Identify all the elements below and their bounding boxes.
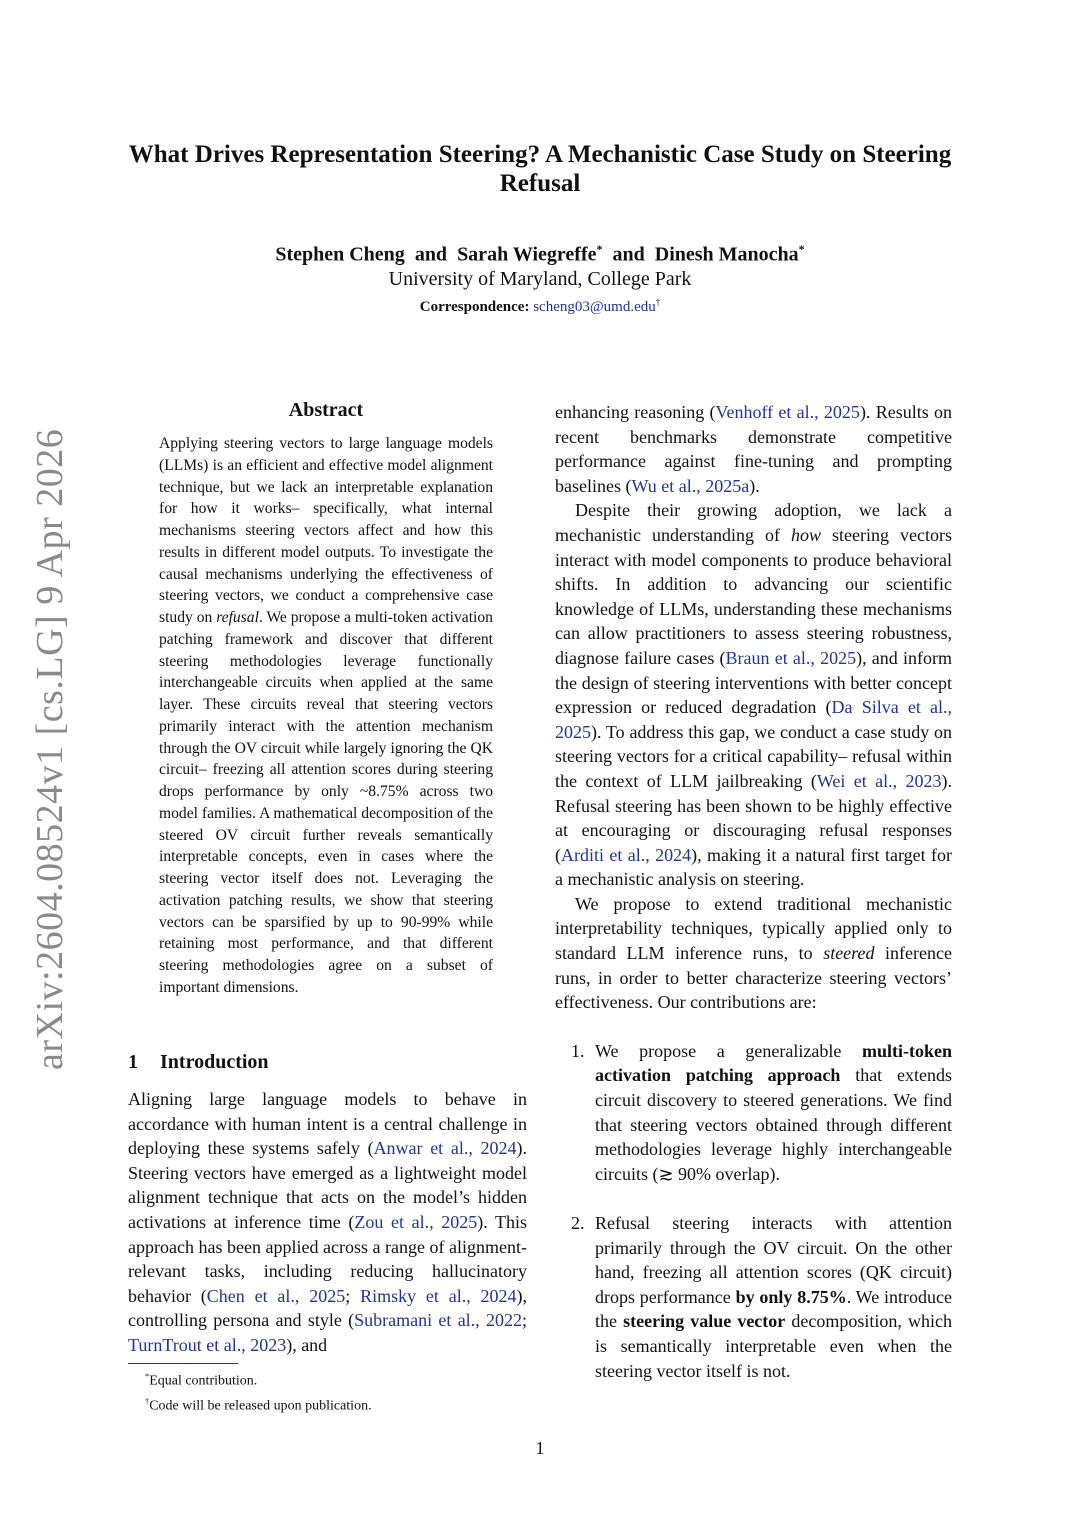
body-text: ). Refusal steering has been shown to be highly effective at encouraging or discouraging refusal responses ( <box>555 770 952 865</box>
right-column <box>555 400 952 1408</box>
citation-link[interactable]: Rimsky et al., 2024 <box>360 1285 517 1306</box>
body-text: ; <box>345 1285 361 1306</box>
body-text: enhancing reasoning ( <box>555 402 716 422</box>
body-text: . We propose a multi-token activation patching framework and discover that different steering methodologies leverage functionally interchangeable circuits when applied at the same layer. These circuits reveal that steering vectors primarily interact with the attention mechanism through the OV circuit while largely ignoring the QK circuit– freezing all attention scores during steering drops performance by only ~8.75% across two model families. A mathematical decomposition of the steered OV circuit further reveals semantically interpretable concepts, even in cases where the steering vector itself does not. Leveraging the activation patching results, we show that steering vectors can be sparsified by up to 90-99% while retaining most performance, and that different steering methodologies agree on a subset of important dimensions. <box>159 609 493 996</box>
body-text: Aligning large language models to behave in accordance with human intent is a central challenge in deploying these systems safely ( <box>128 1089 527 1159</box>
author-list <box>100 242 980 267</box>
arxiv-stamp: arXiv:2604.08524v1 [cs.LG] 9 Apr 2026 <box>29 428 71 1070</box>
section-heading-introduction <box>128 1051 269 1074</box>
body-text: ). Results on recent benchmarks demonstrate competitive performance against fine-tuning and prompting baselines ( <box>555 402 952 496</box>
paragraph <box>555 400 952 498</box>
citation-link[interactable]: Zou et al., 2025 <box>354 1211 478 1232</box>
emphasis-text: how <box>790 524 821 545</box>
page-number: 1 <box>535 1438 545 1458</box>
item-number: 1. <box>571 1040 585 1061</box>
body-text: ), and inform the design of steering interventions with better concept expression or reduced degradation ( <box>555 647 952 718</box>
footnote <box>145 1392 372 1417</box>
equal-contribution-mark: * <box>798 242 805 256</box>
section-title: Introduction <box>160 1051 269 1073</box>
abstract-body <box>159 433 493 999</box>
footnote <box>145 1367 372 1392</box>
author-name: Dinesh Manocha <box>654 243 799 266</box>
citation-link[interactable]: Subramani et al., 2022 <box>354 1310 522 1331</box>
paper-title: What Drives Representation Steering? A Mechanistic Case Study on Steering Refusal <box>128 141 952 197</box>
body-text: Refusal steering interacts with attention primarily through the OV circuit. On the other hand, freezing all attention scores (QK circuit) drops performance <box>595 1213 952 1307</box>
body-text: ). This approach has been applied across a range of alignment-relevant tasks, including reducing hallucinatory behavior ( <box>128 1211 527 1306</box>
body-text: . We introduce the <box>595 1286 952 1332</box>
body-text: Despite their growing adoption, we lack a mechanistic understanding of <box>555 500 952 545</box>
body-text: We propose a generalizable <box>595 1040 862 1061</box>
abstract-heading: Abstract <box>288 399 364 421</box>
citation-link[interactable]: Anwar et al., 2024 <box>373 1138 517 1159</box>
body-text: ), making it a natural first target for a mechanistic analysis on steering. <box>555 844 952 890</box>
body-text: ). Steering vectors have emerged as a lightweight model alignment technique that acts on the model’s hidden activations at inference time ( <box>128 1138 527 1232</box>
correspondence <box>100 297 980 316</box>
footnote-mark: † <box>655 297 661 307</box>
contribution-item <box>555 1211 952 1383</box>
paragraph <box>555 892 952 1015</box>
item-number: 2. <box>571 1213 585 1233</box>
introduction-paragraph <box>128 1087 527 1358</box>
citation-link[interactable]: Wei et al., 2023 <box>816 770 942 791</box>
citation-link[interactable]: Braun et al., 2025 <box>725 647 857 668</box>
contribution-item <box>555 1039 952 1187</box>
equal-contribution-mark: * <box>596 242 603 256</box>
body-text: ), controlling persona and style ( <box>128 1285 528 1331</box>
bold-text: multi-token activation patching approach <box>595 1040 952 1086</box>
body-text: ). <box>749 475 760 496</box>
citation-link[interactable]: Wu et al., 2025a <box>631 475 750 496</box>
bold-text: by only 8.75% <box>735 1286 847 1307</box>
paragraph <box>555 498 952 892</box>
author-separator: and <box>612 243 645 266</box>
body-text: We propose to extend traditional mechanistic interpretability techniques, typically applied only to standard LLM inference runs, to <box>555 893 952 964</box>
body-text: Applying steering vectors to large language models (LLMs) is an efficient and effective model alignment technique, but we lack an interpretable explanation for how it works– specifically, what internal mechanisms steering vectors affect and how this results in different model outputs. To investigate the causal mechanisms underlying the effectiveness of steering vectors, we conduct a comprehensive case study on <box>159 435 493 626</box>
citation-link[interactable]: Venhoff et al., 2025 <box>715 402 860 422</box>
affiliation: University of Maryland, College Park <box>388 268 692 290</box>
contributions-list <box>555 1039 952 1383</box>
footnote-mark: * <box>145 1372 150 1381</box>
citation-link[interactable]: Arditi et al., 2024 <box>561 844 692 865</box>
body-text: ). To address this gap, we conduct a case study on steering vectors for a critical capability– refusal within the context of LLM jailbreaking ( <box>555 721 952 791</box>
emphasis-text: refusal <box>216 609 259 626</box>
author-separator: and <box>414 243 448 266</box>
correspondence-label: Correspondence: <box>419 299 530 315</box>
footnotes <box>145 1367 372 1416</box>
footnote-mark: † <box>145 1396 150 1406</box>
body-text: that extends circuit discovery to steered generations. We find that steering vectors obtained through different methodologies leverage highly interchangeable circuits (≳ 90% overlap). <box>595 1065 952 1184</box>
citation-link[interactable]: Da Silva et al., 2025 <box>555 697 952 742</box>
body-text: decomposition, which is semantically interpretable even when the steering vector itself is not. <box>595 1311 952 1381</box>
citation-link[interactable]: TurnTrout et al., 2023 <box>128 1334 287 1355</box>
bold-text: steering value vector <box>623 1311 786 1332</box>
body-text: inference runs, in order to better characterize steering vectors’ effectiveness. Our contributions are: <box>555 943 952 1013</box>
body-text: ; <box>521 1310 527 1331</box>
author-name: Sarah Wiegreffe <box>457 243 597 266</box>
footnote-text: Equal contribution. <box>149 1373 258 1389</box>
body-text: ), and <box>286 1334 328 1355</box>
footnote-rule <box>128 1363 238 1364</box>
section-number: 1 <box>128 1051 138 1073</box>
body-text: steering vectors interact with model components to produce behavioral shifts. In addition to advancing our scientific knowledge of LLMs, understanding these mechanisms can allow practitioners to assess steering robustness, diagnose failure cases ( <box>555 524 952 668</box>
emphasis-text: steered <box>823 943 875 964</box>
author-name: Stephen Cheng <box>275 243 405 266</box>
footnote-text: Code will be released upon publication. <box>149 1398 372 1414</box>
correspondence-email-link[interactable]: scheng03@umd.edu <box>533 299 656 315</box>
citation-link[interactable]: Chen et al., 2025 <box>206 1285 346 1306</box>
